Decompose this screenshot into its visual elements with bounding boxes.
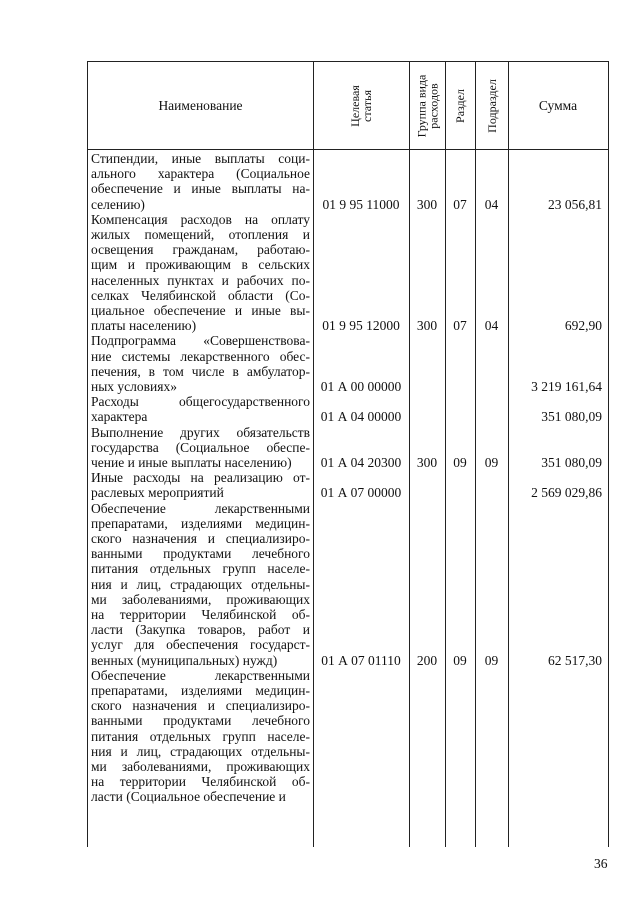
table-row xyxy=(88,212,608,334)
row-section: 07 xyxy=(453,196,467,212)
row-name-line: ласти (Закупка товаров, работ и xyxy=(91,622,310,638)
row-article: 01 А 00 00000 xyxy=(320,378,402,394)
row-article: 01 9 95 12000 xyxy=(322,318,400,334)
row-name-line: питания отдельных групп населе- xyxy=(91,561,310,577)
row-subsection: 09 xyxy=(484,454,499,470)
row-name xyxy=(91,470,310,500)
header-section xyxy=(445,62,475,149)
table-row xyxy=(88,668,608,805)
row-name-line: освещения гражданам, работаю- xyxy=(91,242,310,258)
row-group: 200 xyxy=(416,652,438,668)
row-name-line: циальное обеспечение и иные вы- xyxy=(91,303,310,319)
row-sum: 23 056,81 xyxy=(548,196,602,212)
row-name-line: ального характера (Социальное xyxy=(91,166,310,182)
row-name xyxy=(91,425,310,471)
row-name-line: Обеспечение лекарственными xyxy=(91,667,310,683)
row-name-line: Компенсация расходов на оплату xyxy=(91,211,310,227)
header-subsection-label: Подраздел xyxy=(484,78,499,133)
row-name-line: характера xyxy=(91,409,148,425)
row-sum: 351 080,09 xyxy=(541,454,602,470)
page-number: 36 xyxy=(594,856,608,871)
row-sum: 692,90 xyxy=(564,318,602,334)
row-name-line: Расходы общегосударственного xyxy=(91,394,310,410)
budget-table xyxy=(87,61,609,847)
row-name-line: Стипендии, иные выплаты соци- xyxy=(91,151,310,166)
row-name xyxy=(91,333,310,394)
row-name-line: селках Челябинской области (Со- xyxy=(91,287,310,303)
row-name-line: Выполнение других обязательств xyxy=(91,424,310,440)
row-group: 300 xyxy=(416,196,438,212)
row-section: 09 xyxy=(453,454,467,470)
row-name-line: обеспечение и иные выплаты на- xyxy=(91,181,310,197)
row-section: 09 xyxy=(453,652,467,668)
table-row xyxy=(88,425,608,471)
row-name-line: препаратами, изделиями медицин- xyxy=(91,683,310,698)
row-name-line: государства (Социальное обеспе- xyxy=(91,439,310,455)
row-name xyxy=(91,212,310,334)
row-subsection: 04 xyxy=(484,196,499,212)
row-article: 01 А 04 20300 xyxy=(320,454,402,470)
row-section: 07 xyxy=(453,318,467,334)
header-article xyxy=(313,62,409,149)
header-subsection xyxy=(475,62,508,149)
row-name-line: ния и лиц, страдающих отдельны- xyxy=(91,743,310,759)
row-name-line: щим и проживающим в сельских xyxy=(91,257,310,273)
row-name-line: ского назначения и специализиро- xyxy=(91,531,310,546)
row-name-line: селению) xyxy=(91,196,145,212)
row-name-line: ласти (Социальное обеспечение и xyxy=(91,789,286,805)
row-name-line: чение и иные выплаты населению) xyxy=(91,455,292,470)
header-group xyxy=(409,62,445,149)
row-name-line: ми заболеваниями, проживающих xyxy=(91,759,310,775)
header-name: Наименование xyxy=(158,97,243,113)
row-article: 01 9 95 11000 xyxy=(322,196,400,212)
table-row xyxy=(88,151,608,212)
row-name-line: раслевых мероприятий xyxy=(91,485,224,501)
row-article: 01 А 07 01110 xyxy=(321,652,401,668)
row-subsection: 04 xyxy=(484,318,499,334)
row-name-line: ния и лиц, страдающих отдельны- xyxy=(91,576,310,592)
header-sum: Сумма xyxy=(538,97,578,113)
row-article: 01 А 07 00000 xyxy=(320,485,402,501)
row-name-line: жилых помещений, отопления и xyxy=(91,227,310,242)
row-name-line: ных условиях» xyxy=(91,379,177,394)
row-name-line: ми заболеваниями, проживающих xyxy=(91,591,310,607)
header-divider xyxy=(88,149,608,150)
row-name-line: препаратами, изделиями медицин- xyxy=(91,515,310,531)
table-row xyxy=(88,470,608,500)
row-name-line: ского назначения и специализиро- xyxy=(91,698,310,714)
row-name-line: ванными продуктами лечебного xyxy=(91,713,310,729)
row-name xyxy=(91,151,310,212)
row-name-line: платы населению) xyxy=(91,318,197,334)
header-article-line1: Целевая xyxy=(347,84,362,127)
row-sum: 62 517,30 xyxy=(548,652,602,668)
row-sum: 3 219 161,64 xyxy=(531,378,602,394)
row-name-line: на территории Челябинской об- xyxy=(91,607,310,623)
row-name xyxy=(91,668,310,805)
row-name xyxy=(91,394,310,424)
header-group-line2: расходов xyxy=(426,82,440,129)
row-name-line: на территории Челябинской об- xyxy=(91,774,310,790)
row-name-line: Подпрограмма «Совершенствова- xyxy=(91,333,310,349)
row-group: 300 xyxy=(416,318,438,334)
row-name-line: Иные расходы на реализацию от- xyxy=(91,470,310,486)
row-subsection: 09 xyxy=(484,652,499,668)
row-name-line: Обеспечение лекарственными xyxy=(91,500,310,516)
header-article-line2: статья xyxy=(359,89,374,122)
header-group-line1: Группа вида xyxy=(414,74,428,137)
row-name xyxy=(91,501,310,668)
row-group: 300 xyxy=(416,454,438,470)
row-article: 01 А 04 00000 xyxy=(320,409,402,425)
row-name-line: населенных пунктах и рабочих по- xyxy=(91,272,310,288)
header-section-label: Раздел xyxy=(453,88,468,123)
row-name-line: ние системы лекарственного обес- xyxy=(91,348,310,364)
row-sum: 351 080,09 xyxy=(541,409,602,425)
table-row xyxy=(88,501,608,668)
table-row xyxy=(88,333,608,394)
row-sum: 2 569 029,86 xyxy=(531,485,602,501)
row-name-line: питания отдельных групп населе- xyxy=(91,728,310,744)
row-name-line: печения, в том числе в амбулатор- xyxy=(91,363,310,379)
row-name-line: услуг для обеспечения государст- xyxy=(91,637,310,653)
table-row xyxy=(88,394,608,424)
row-name-line: венных (муниципальных) нужд) xyxy=(91,652,278,668)
row-name-line: ванными продуктами лечебного xyxy=(91,546,310,562)
